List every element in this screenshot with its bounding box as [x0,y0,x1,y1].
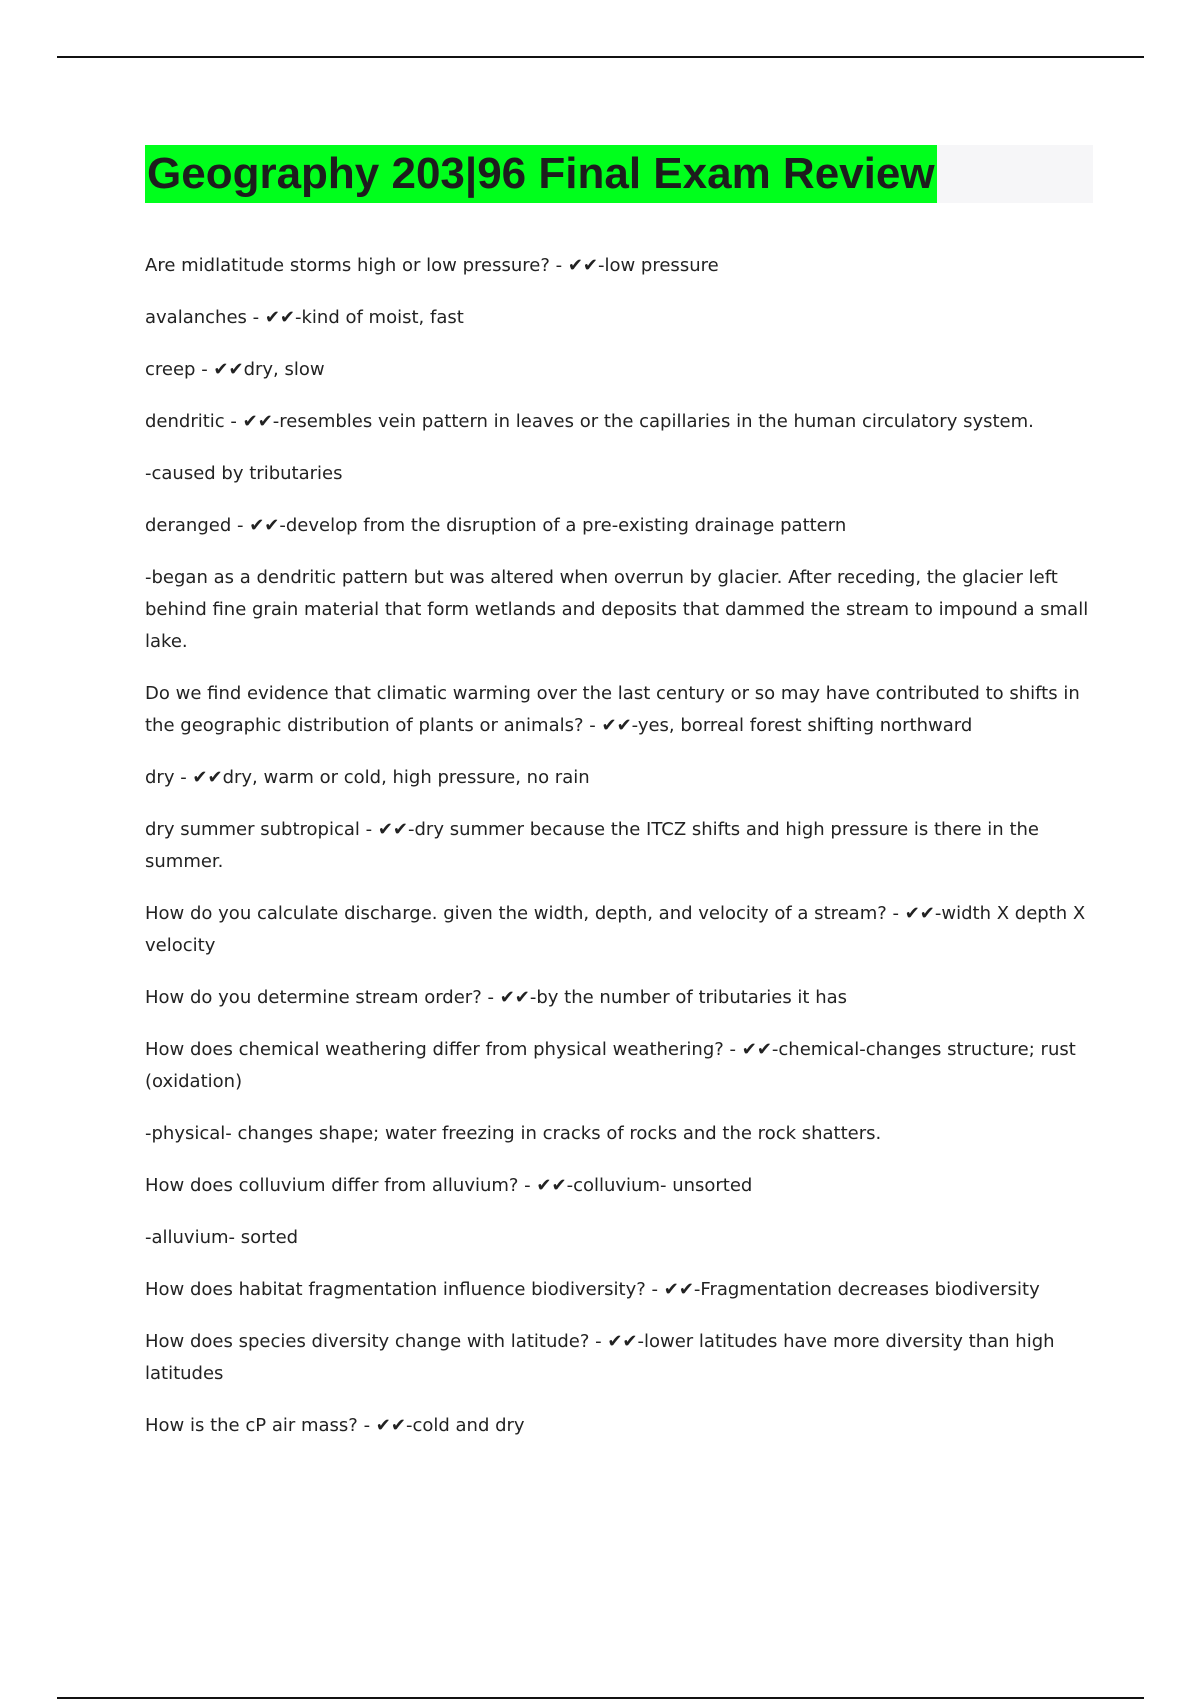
entry-paragraph: dry - ✔✔dry, warm or cold, high pressure, no rain [145,767,590,788]
entry-paragraph: How does habitat fragmentation influence biodiversity? - ✔✔-Fragmentation decreases biodiversity [145,1279,1040,1300]
entry-paragraph: Do we find evidence that climatic warming over the last century or so may have contributed to shifts in the geographic distribution of plants or animals? - ✔✔-yes, borreal forest shifting northward [145,683,1080,736]
entry-paragraph: How does colluvium differ from alluvium? - ✔✔-colluvium- unsorted [145,1175,753,1196]
entry-paragraph: -caused by tributaries [145,463,343,484]
top-rule [57,56,1144,58]
entry-paragraph: Are midlatitude storms high or low pressure? - ✔✔-low pressure [145,255,719,276]
entry-paragraph: How is the cP air mass? - ✔✔-cold and dry [145,1415,525,1436]
entry-paragraph: How does species diversity change with latitude? - ✔✔-lower latitudes have more diversity than high latitudes [145,1331,1055,1384]
review-content [145,250,1095,1462]
entry-paragraph: dendritic - ✔✔-resembles vein pattern in leaves or the capillaries in the human circulatory system. [145,411,1034,432]
entry-paragraph: How do you calculate discharge. given the width, depth, and velocity of a stream? - ✔✔-width X depth X velocity [145,903,1086,956]
entry-paragraph: avalanches - ✔✔-kind of moist, fast [145,307,464,328]
entry-paragraph: -physical- changes shape; water freezing in cracks of rocks and the rock shatters. [145,1123,882,1144]
page-title: Geography 203|96 Final Exam Review [145,145,937,203]
entry-paragraph: dry summer subtropical - ✔✔-dry summer because the ITCZ shifts and high pressure is there in the summer. [145,819,1039,872]
entry-paragraph: deranged - ✔✔-develop from the disruption of a pre-existing drainage pattern [145,515,847,536]
entry-paragraph: creep - ✔✔dry, slow [145,359,325,380]
entry-paragraph: -alluvium- sorted [145,1227,299,1248]
entry-paragraph: How do you determine stream order? - ✔✔-by the number of tributaries it has [145,987,848,1008]
bottom-rule [57,1697,1144,1699]
entry-paragraph: -began as a dendritic pattern but was altered when overrun by glacier. After receding, the glacier left behind fine grain material that form wetlands and deposits that dammed the stream to impound a small lake. [145,567,1089,652]
entry-paragraph: How does chemical weathering differ from physical weathering? - ✔✔-chemical-changes structure; rust (oxidation) [145,1039,1076,1092]
